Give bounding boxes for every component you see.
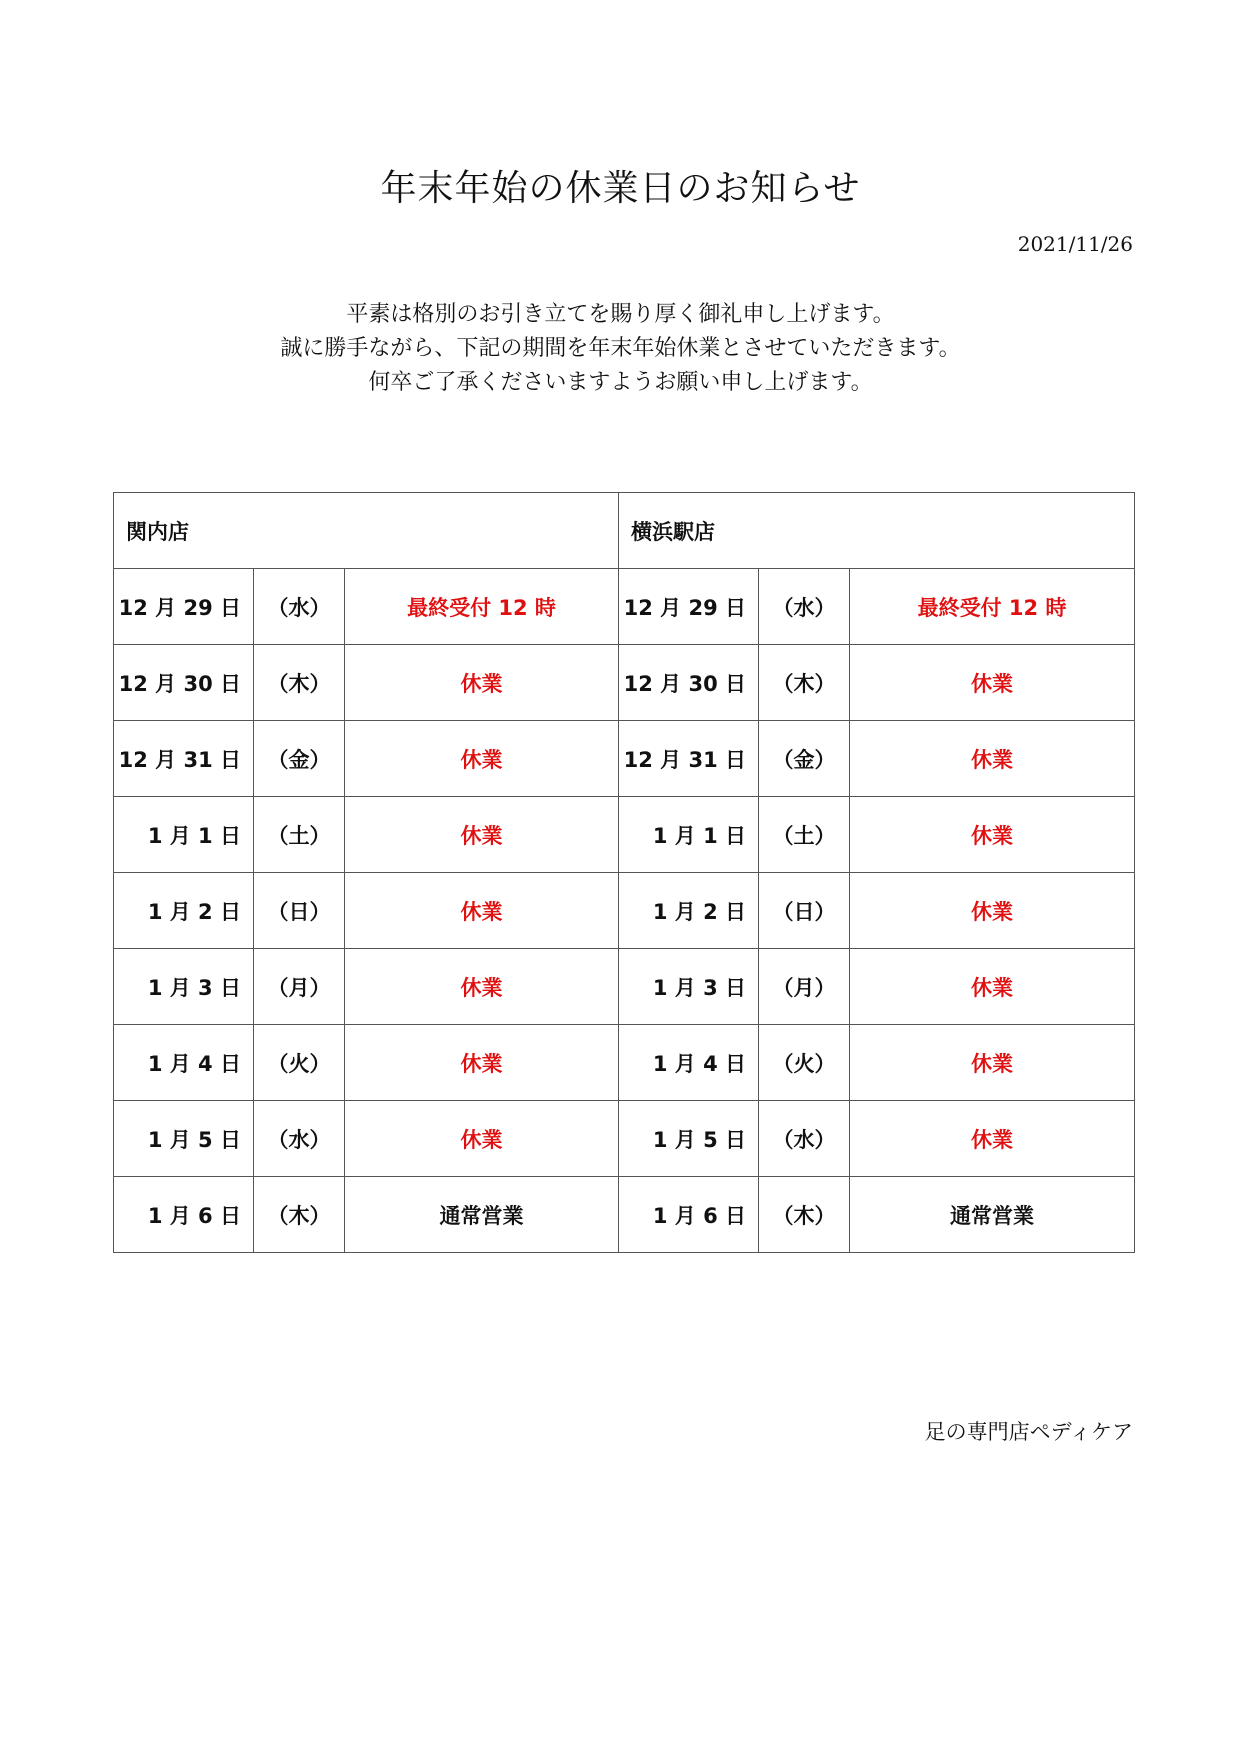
date-cell-yokohama: 1 月 6 日 (619, 1177, 759, 1253)
date-cell-yokohama: 12 月 30 日 (619, 645, 759, 721)
notice-date: 2021/11/26 (1017, 232, 1133, 256)
status-cell-yokohama: 休業 (850, 1101, 1135, 1177)
status-cell-kannai: 休業 (345, 873, 619, 949)
table-row (114, 721, 1135, 797)
intro-line: 何卒ご了承くださいますようお願い申し上げます。 (368, 370, 873, 395)
weekday-cell-yokohama: （木） (759, 1177, 850, 1253)
date-cell-kannai: 1 月 1 日 (114, 797, 254, 873)
date-cell-yokohama: 1 月 2 日 (619, 873, 759, 949)
weekday-cell-yokohama: （木） (759, 645, 850, 721)
weekday-cell-yokohama: （火） (759, 1025, 850, 1101)
signature: 足の専門店ペディケア (924, 1420, 1133, 1444)
intro-paragraph (0, 298, 1241, 400)
table-row (114, 949, 1135, 1025)
store-name-kannai: 関内店 (114, 493, 619, 569)
weekday-cell-kannai: （金） (254, 721, 345, 797)
page-title: 年末年始の休業日のお知らせ (380, 168, 861, 209)
weekday-cell-kannai: （水） (254, 1101, 345, 1177)
date-cell-kannai: 12 月 30 日 (114, 645, 254, 721)
weekday-cell-yokohama: （月） (759, 949, 850, 1025)
status-cell-yokohama: 休業 (850, 873, 1135, 949)
weekday-cell-yokohama: （日） (759, 873, 850, 949)
status-cell-kannai: 休業 (345, 949, 619, 1025)
store-header-row (114, 493, 1135, 569)
table-row (114, 1025, 1135, 1101)
weekday-cell-yokohama: （水） (759, 1101, 850, 1177)
table-row (114, 1177, 1135, 1253)
status-cell-kannai: 休業 (345, 1025, 619, 1101)
status-cell-yokohama: 最終受付 12 時 (850, 569, 1135, 645)
weekday-cell-kannai: （木） (254, 1177, 345, 1253)
date-cell-yokohama: 1 月 1 日 (619, 797, 759, 873)
weekday-cell-kannai: （月） (254, 949, 345, 1025)
status-cell-yokohama: 休業 (850, 645, 1135, 721)
status-cell-yokohama: 通常営業 (850, 1177, 1135, 1253)
weekday-cell-yokohama: （金） (759, 721, 850, 797)
weekday-cell-kannai: （木） (254, 645, 345, 721)
status-cell-yokohama: 休業 (850, 949, 1135, 1025)
date-cell-kannai: 1 月 2 日 (114, 873, 254, 949)
weekday-cell-yokohama: （水） (759, 569, 850, 645)
status-cell-yokohama: 休業 (850, 1025, 1135, 1101)
status-cell-kannai: 休業 (345, 797, 619, 873)
date-cell-yokohama: 1 月 4 日 (619, 1025, 759, 1101)
table-row (114, 645, 1135, 721)
weekday-cell-kannai: （火） (254, 1025, 345, 1101)
status-cell-kannai: 休業 (345, 645, 619, 721)
table-row (114, 1101, 1135, 1177)
date-cell-yokohama: 1 月 5 日 (619, 1101, 759, 1177)
schedule-table (113, 492, 1135, 1253)
date-cell-kannai: 1 月 4 日 (114, 1025, 254, 1101)
weekday-cell-kannai: （水） (254, 569, 345, 645)
weekday-cell-kannai: （日） (254, 873, 345, 949)
intro-line: 平素は格別のお引き立てを賜り厚く御礼申し上げます。 (346, 302, 895, 327)
date-cell-kannai: 1 月 5 日 (114, 1101, 254, 1177)
date-cell-kannai: 12 月 29 日 (114, 569, 254, 645)
weekday-cell-yokohama: （土） (759, 797, 850, 873)
date-cell-kannai: 1 月 6 日 (114, 1177, 254, 1253)
table-row (114, 569, 1135, 645)
date-cell-kannai: 12 月 31 日 (114, 721, 254, 797)
table-row (114, 873, 1135, 949)
intro-line: 誠に勝手ながら、下記の期間を年末年始休業とさせていただきます。 (280, 336, 961, 361)
status-cell-kannai: 休業 (345, 721, 619, 797)
date-cell-kannai: 1 月 3 日 (114, 949, 254, 1025)
status-cell-kannai: 通常営業 (345, 1177, 619, 1253)
status-cell-yokohama: 休業 (850, 797, 1135, 873)
table-row (114, 797, 1135, 873)
date-cell-yokohama: 1 月 3 日 (619, 949, 759, 1025)
status-cell-kannai: 休業 (345, 1101, 619, 1177)
weekday-cell-kannai: （土） (254, 797, 345, 873)
status-cell-yokohama: 休業 (850, 721, 1135, 797)
status-cell-kannai: 最終受付 12 時 (345, 569, 619, 645)
store-name-yokohama: 横浜駅店 (619, 493, 1135, 569)
date-cell-yokohama: 12 月 31 日 (619, 721, 759, 797)
date-cell-yokohama: 12 月 29 日 (619, 569, 759, 645)
